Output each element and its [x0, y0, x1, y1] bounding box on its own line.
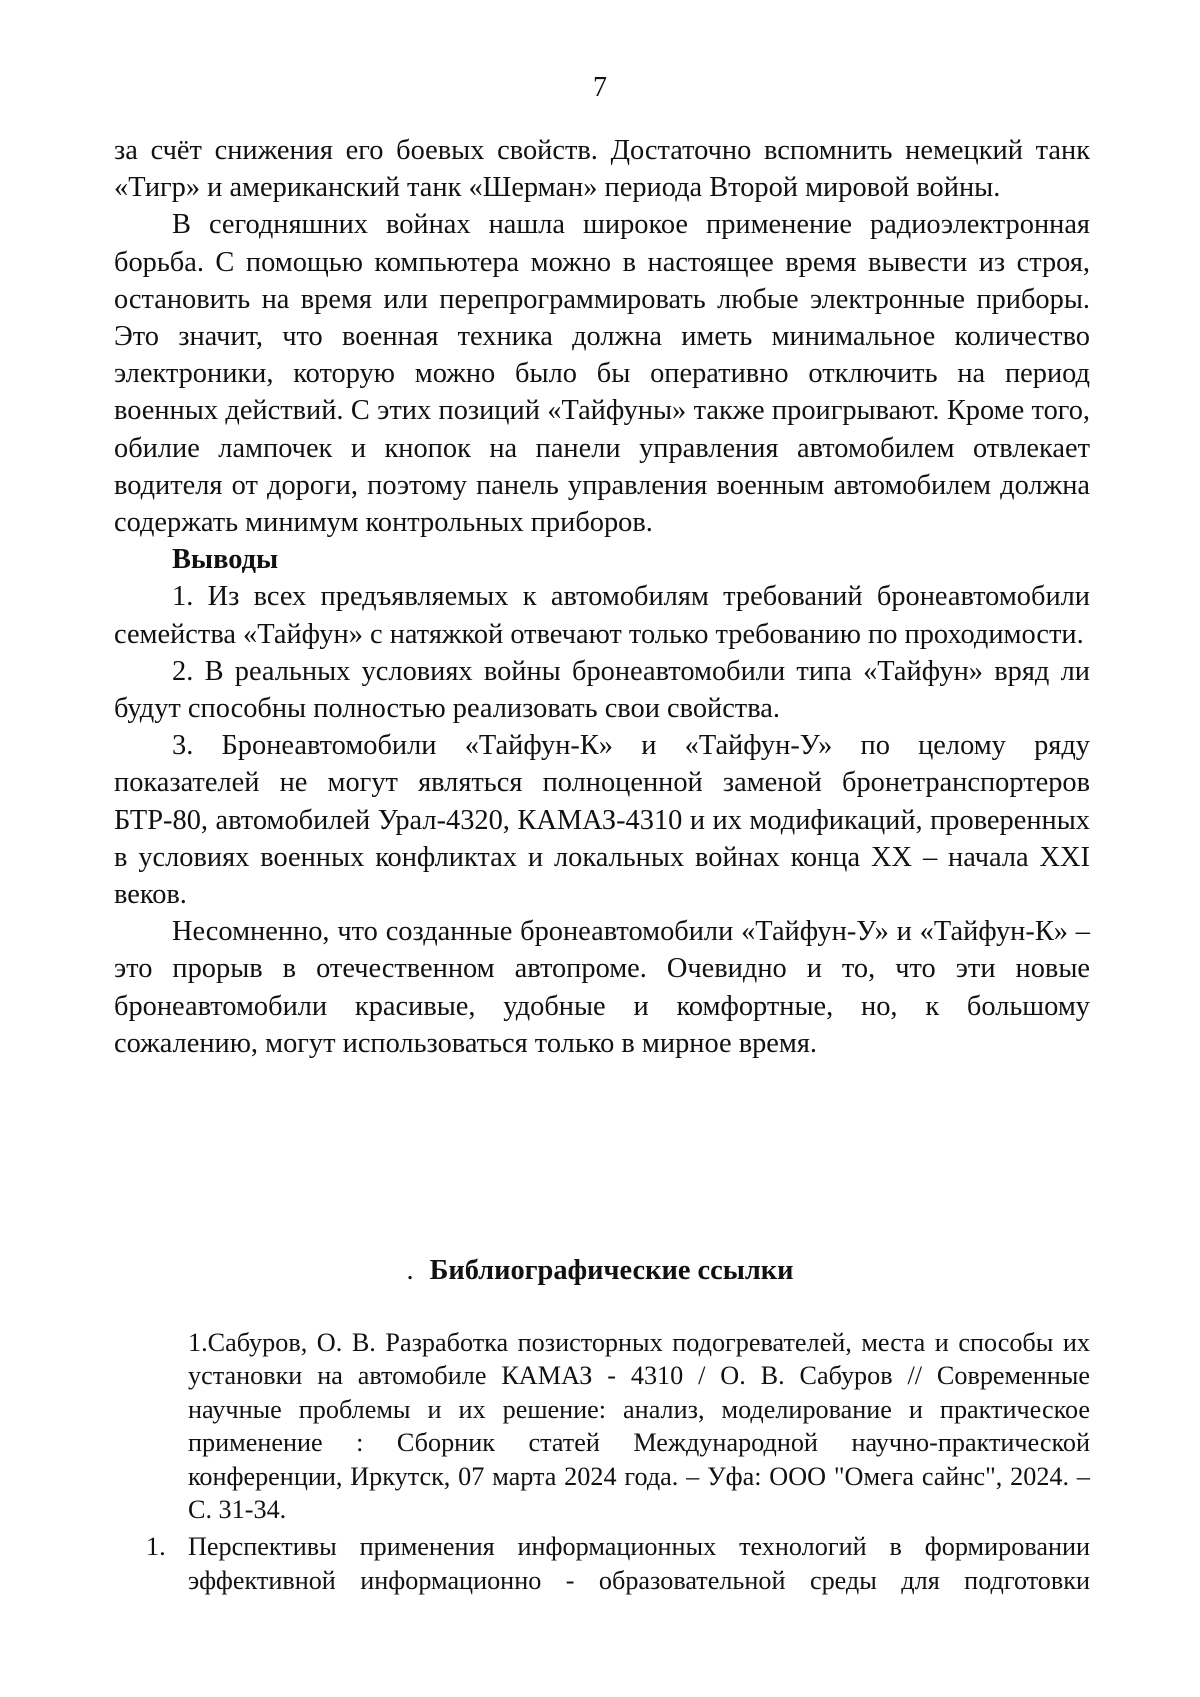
reference-item-2 [146, 1530, 1090, 1597]
conclusion-item-1: 1. Из всех предъявляемых к автомобилям требований бронеавтомобили семейства «Тайфун» с натяжкой отвечают только требованию по проходимости. [114, 581, 1090, 650]
reference-item-1: 1.Сабуров, О. В. Разработка позисторных подогревателей, места и способы их установки на автомобиле КАМАЗ - 4310 / О. В. Сабуров // Современные научные проблемы и их решение: анализ, моделирование и практическое применение : Сборник статей Международной научно-практической конференции, Иркутск, 07 марта 2024 года. – Уфа: ООО "Омега сайнс", 2024. – С. 31-34. [188, 1328, 1090, 1525]
reference-item-2-text: Перспективы применения информационных технологий в формировании эффективной информационно - образовательной среды для подготовки [188, 1532, 1090, 1595]
bibliography-list [146, 1326, 1090, 1597]
reference-item-2-marker: 1. [146, 1532, 166, 1562]
conclusion-item-2: 2. В реальных условиях войны бронеавтомобили типа «Тайфун» вряд ли будут способны полностью реализовать свои свойства. [114, 655, 1090, 725]
page-number: 7 [593, 72, 607, 103]
conclusions-heading: Выводы [172, 544, 279, 576]
conclusion-summary: Несомненно, что созданные бронеавтомобили «Тайфун-У» и «Тайфун-К» – это прорыв в отечественном автопроме. Очевидно и то, что эти новые бронеавтомобили красивые, удобные и комфортные, но, к большому сожалению, могут использоваться только в мирное время. [114, 916, 1090, 1059]
main-text [114, 132, 1090, 1062]
paragraph-electronic-warfare: В сегодняшних войнах нашла широкое применение радиоэлектронная борьба. С помощью компьютера можно в настоящее время вывести из строя, остановить на время или перепрограммировать любые электронные приборы. Это значит, что военная техника должна иметь минимальное количество электроники, которую можно было бы оперативно отключить на период военных действий. С этих позиций «Тайфуны» также проигрывают. Кроме того, обилие лампочек и кнопок на панели управления автомобилем отвлекает водителя от дороги, поэтому панель управления военным автомобилем должна содержать минимум контрольных приборов. [114, 209, 1090, 539]
bibliography-heading-dot: . [406, 1255, 414, 1286]
conclusion-item-3: 3. Бронеавтомобили «Тайфун-К» и «Тайфун-У» по целому ряду показателей не могут являться полноценной заменой бронетранспортеров БТР-80, автомобилей Урал-4320, КАМАЗ-4310 и их модификаций, проверенных в условиях военных конфликтах и локальных войнах конца XX – начала XXI веков. [114, 730, 1090, 911]
paragraph-continuation: за счёт снижения его боевых свойств. Достаточно вспомнить немецкий танк «Тигр» и американский танк «Шерман» периода Второй мировой войны. [114, 135, 1090, 204]
bibliography-heading-text: Библиографические ссылки [429, 1255, 794, 1286]
bibliography-heading [0, 1252, 1200, 1289]
